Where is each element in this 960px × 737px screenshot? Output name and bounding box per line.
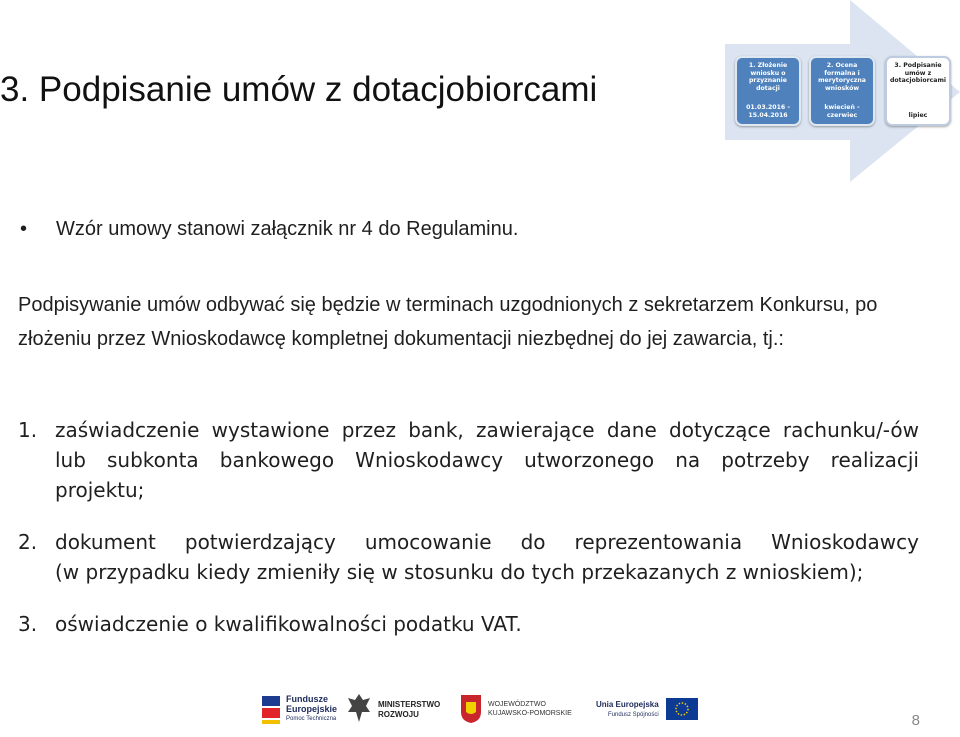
list-item-2-number: 2. [18,530,38,554]
list-item-2-line-2: (w przypadku kiedy zmieniły się w stosunku do tych przekazanych z wnioskiem); [55,560,864,584]
process-step-2 [809,56,875,126]
list-item-1-line-1: zaświadczenie wystawione przez bank, zawierające dane dotyczące rachunku/-ów [55,418,919,442]
slide-title: 3. Podpisanie umów z dotacjobiorcami [0,70,598,109]
page-number: 8 [911,712,920,729]
fundusze-europejskie-logo [258,690,338,728]
process-step-1-date: 01.03.2016 - 15.04.2016 [746,104,790,119]
process-step-3-title: 3. Podpisanie umów z dotacjobiorcami [889,62,947,84]
bullet-text: Wzór umowy stanowi załącznik nr 4 do Regulaminu. [56,218,519,240]
unia-europejska-logo [596,690,696,728]
fe-logo-line-3: Pomoc Techniczna [286,716,337,722]
eagle-emblem-icon [346,692,372,726]
list-item-1-number: 1. [18,418,38,442]
list-item-3-number: 3. [18,612,38,636]
list-item-3-line-1: oświadczenie o kwalifikowalności podatku VAT. [55,612,522,636]
list-item-2-line-1: dokument potwierdzający umocowanie do reprezentowania Wnioskodawcy [55,530,919,554]
mr-logo-line-2: ROZWOJU [378,710,419,719]
coat-of-arms-icon [460,694,482,724]
ue-logo-line-1: Unia Europejska [596,700,659,709]
ue-logo-line-2: Fundusz Spójności [607,712,659,718]
fe-logo-line-1: Fundusze [286,694,328,704]
eu-flag-icon [666,698,698,720]
process-step-3 [885,56,951,126]
bullet-marker: • [20,218,28,240]
process-step-2-title: 2. Ocena formalna i merytoryczna wniosków [818,62,866,92]
wkp-logo-line-2: KUJAWSKO-POMORSKIE [488,710,572,717]
process-step-1 [735,56,801,126]
list-item-1-line-3: projektu; [55,478,145,502]
ministerstwo-rozwoju-logo [346,690,446,728]
process-step-1-title: 1. Złożenie wniosku o przyznanie dotacji [748,62,788,92]
process-diagram [725,0,960,182]
fe-logo-line-2: Europejskie [286,704,338,714]
wkp-logo-line-1: WOJEWÓDZTWO [488,701,546,708]
wojewodztwo-logo [460,690,580,728]
fe-emblem-icon [260,692,282,726]
intro-paragraph: Podpisywanie umów odbywać się będzie w terminach uzgodnionych z sekretarzem Konkursu, po złożeniu przez Wnioskodawcę kompletnej dokumentacji niezbędnej do jej zawarcia, tj.: [18,294,878,350]
list-item-1-line-2: lub subkonta bankowego Wnioskodawcy utworzonego na potrzeby realizacji [55,448,919,472]
process-step-3-date: lipiec [908,111,928,119]
process-step-2-date: kwiecień - czerwiec [824,104,860,119]
mr-logo-line-1: MINISTERSTWO [378,700,441,709]
